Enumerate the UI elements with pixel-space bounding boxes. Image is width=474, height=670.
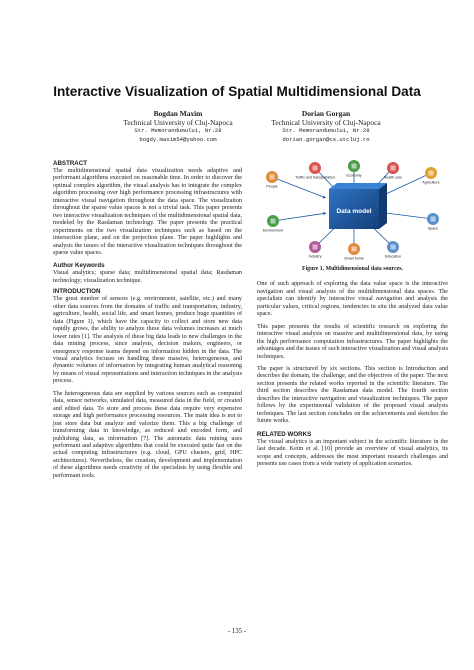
page-number: - 135 - (227, 628, 247, 635)
figure-node (347, 160, 362, 178)
figure-data-sources (257, 159, 448, 263)
author-email: bogdy.maxim54@yahoo.com (139, 136, 217, 144)
figure-node (427, 213, 439, 231)
figure-node (385, 241, 401, 259)
figure-node (384, 162, 402, 180)
figure-node (263, 215, 283, 233)
paper-title: Interactive Visualization of Spatial Multidimensional Data (53, 84, 421, 99)
left-column (53, 160, 242, 485)
abstract-heading: ABSTRACT (53, 160, 88, 167)
figure-node-label: Agriculture (422, 180, 440, 185)
related-works-heading: RELATED WORKS (257, 430, 312, 438)
author-email: dorian.gorgan@cs.utcluj.ro (282, 136, 370, 144)
figure-link (382, 213, 433, 220)
figure-node-label: Space (427, 226, 439, 231)
right-column (257, 159, 448, 473)
figure-node-label: Industry (308, 254, 322, 259)
figure-node (309, 241, 322, 259)
figure-node-label: People (266, 184, 278, 189)
author-address: Str. Memorandumului, Nr.28 (282, 127, 370, 135)
figure-node-label: Environment (262, 228, 284, 233)
author-affiliation: Technical University of Cluj-Napoca (271, 117, 381, 127)
author-name: Bogdan Maxim (153, 109, 203, 118)
introduction-heading: INTRODUCTION (53, 288, 101, 296)
keywords-heading: Author Keywords (53, 262, 105, 270)
introduction-paragraph-2: The heterogeneous data are supplied by various sources such as computed data, sensor networks, simulated data, measured data in the field, or created and edited data. To store and process these data require very expensive storage and high performance processing resources. The main idea is not to just store data but analyze and valorize them. This a big challenge of transforming data in knowledge, as reduced and encoded form, and publishing data, as information [7]. The automatic data mining uses performant and adaptive algorithms that could be executed quite fast on the actual computing infrastructures (e.g. cloud, GPU clusters, grid, HPC architectures). Nevertheless, the creation, development and implementation of these algorithms needs creativity of the specialists by using flexible and performant tools. (53, 390, 242, 479)
figure-node-label: Education (385, 254, 401, 259)
data-model-label: Data model (336, 208, 372, 215)
abstract-text: The multidimensional spatial data visualization needs adaptive and performant algorithms executed on reasonable time. In order to discover the optimal complex algorithm, the visual analysis has to integrate the complex algorithm processing over high performance processing infrastructures with interactive visual navigation throughout the data space. The visualization throughout the sparse value spaces is not a trivial task. This paper presents two interactive visualization techniques of the multidimensional spatial data, modeled by the Rasdaman technology. The paper presents the practical experiments on the two visualization techniques such as based on the intersection plane, and on the projection plane. The paper highlights and analysis the issues of the interactive visualization techniques throughout the sparse value spaces. (53, 168, 242, 256)
figure-node (295, 162, 335, 180)
figure-node-label: Economy (346, 173, 362, 178)
figure-node (344, 243, 364, 261)
keywords-text: Visual analytics; sparse data; multidimensional spatial data; Rasdaman technology; visualization technique. (53, 270, 242, 284)
figure-caption: Figure 1. Multidimensional data sources. (302, 266, 403, 272)
figure-link (273, 213, 326, 221)
figure-node-label: Traffic and transportation (295, 175, 335, 180)
introduction-paragraph-1: The great number of sensors (e.g. environment, satellite, etc.) and many other data sources from the domains of traffic and transportation, industry, agriculture, health, social life, and smart homes, produce huge quantities of data (Figure 1), which have the capacity to collect and store new data rapidly grows, the ability to analyze these data volumes increases at much lower rates [1]. The analysis of these big data leads to new challenges in the data mining process, since analysts, decision makers, engineers, or emergency response teams depend on information hidden in the data. The visual analytics focuses on handling these massive, heterogeneous, and dynamic volumes of information by integrating human analytical reasoning by means of visual representations and interaction techniques in the analysis process. (53, 296, 242, 385)
figure-link (272, 177, 325, 198)
figure-node-label: Health care (383, 175, 403, 180)
right-paragraph-3: The paper is structured by six sections. This section is Introduction and describes the domain, the challenge, and the objectives of the paper. The next section presents the related works reported in the scientific literature. The third section describes the Rasdaman data model. The fourth section describes the interactive navigation and visualization techniques. The paper follows by the experimental validation of the proposed visual analysis techniques. The last section concludes on the achievements and sketches the future works. (257, 365, 448, 425)
right-paragraph-2: This paper presents the results of scientific research on exploring the interactive visual analysis on massive and multidimensional data, by using the high performance computation infrastructures. The paper highlights the advantages and the issues of such interactive visualization and visual analysis techniques. (257, 323, 448, 360)
data-model-cube (329, 183, 387, 229)
author-block-2 (226, 110, 426, 145)
author-name: Dorian Gorgan (301, 109, 351, 118)
figure-diagram (257, 159, 448, 263)
author-address: Str. Memorandumului, Nr.28 (134, 127, 222, 135)
right-paragraph-1: One of such approach of exploring the data value space is the interactive navigation and visual analysis of the multidimensional data spaces. The specialists can identify by interactive visual navigation and analysis the particular values, critical regions, tendencies in situ the analyzed data value space. (257, 281, 448, 318)
figure-node-label: Smart home (344, 256, 364, 261)
figure-node (266, 171, 278, 189)
author-affiliation: Technical University of Cluj-Napoca (123, 117, 233, 127)
related-works-paragraph: The visual analytics is an important subject in the scientific literature in the last decade. Keim et al. [10] provide an overview of visual analytics, its scope and concepts, addresses the most important research challenges and presents use cases from a wide variety of application scenarios. (257, 438, 448, 467)
